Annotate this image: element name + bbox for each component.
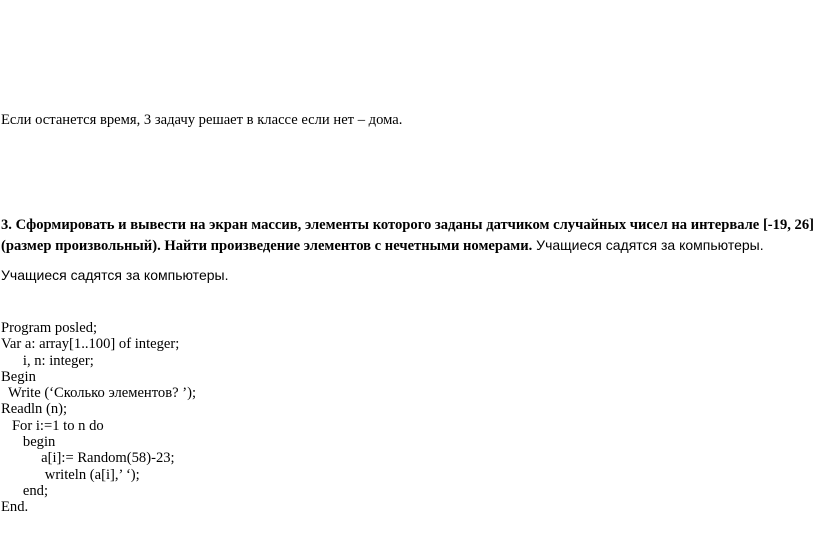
code-line: Program posled; xyxy=(1,320,98,336)
task-statement: 3. Сформировать и вывести на экран массив, элементы которого заданы датчиком случайных чисел на интервале [-19, 26] (размер произвольный). Найти произведение элементов с нечетными номерами. xyxy=(1,217,815,254)
code-line: Readln (n); xyxy=(1,401,68,418)
code-line: end; xyxy=(1,482,49,499)
code-line: Begin xyxy=(1,368,36,385)
code-line: Var a: array[1..100] of integer; xyxy=(1,336,180,353)
task-paragraph xyxy=(1,215,815,256)
code-line: Write (‘Сколько элементов? ’); xyxy=(1,385,197,402)
code-line: End. xyxy=(1,499,29,516)
code-listing xyxy=(1,320,196,516)
task-inline-note: Учащиеся садятся за компьютеры. xyxy=(532,237,764,253)
code-line: For i:=1 to n do xyxy=(1,417,104,434)
code-line: a[i]:= Random(58)-23; xyxy=(1,450,175,467)
code-line: begin xyxy=(1,434,56,451)
intro-text: Если останется время, 3 задачу решает в классе если нет – дома. xyxy=(1,112,403,128)
code-line: i, n: integer; xyxy=(1,352,94,369)
student-note: Учащиеся садятся за компьютеры. xyxy=(1,267,229,283)
code-line: writeln (a[i],’ ‘); xyxy=(1,466,140,483)
